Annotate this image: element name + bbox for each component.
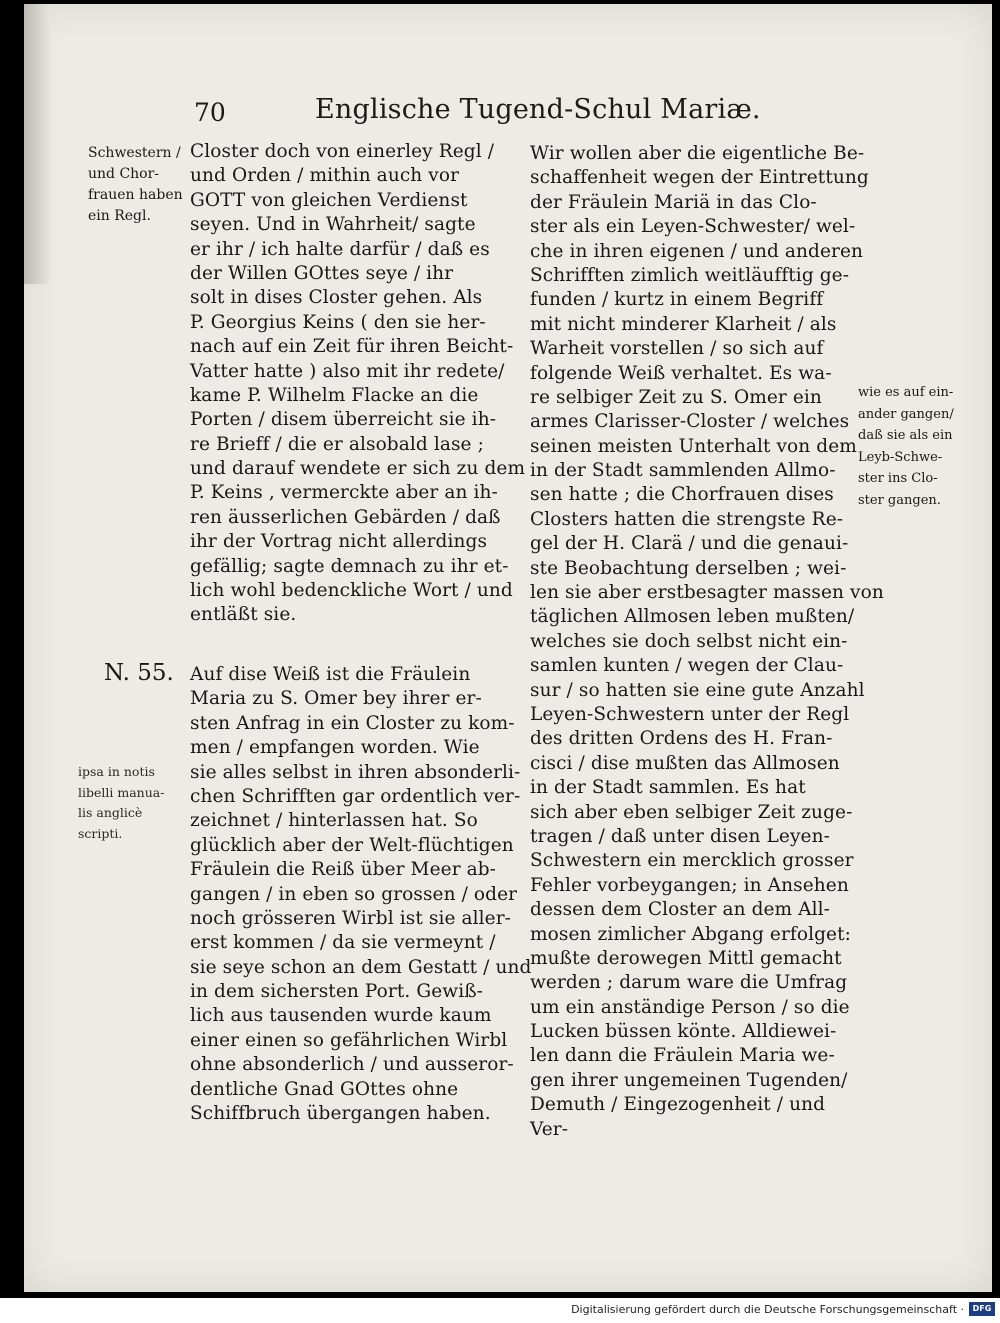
page-number: 70: [194, 98, 226, 127]
text-line: noch grösseren Wirbl ist sie aller-: [190, 907, 512, 929]
text-line: Wir wollen aber die eigentliche Be-: [530, 143, 865, 164]
text-line: Schwestern /: [88, 145, 181, 161]
text-line: der Fräulein Mariä in das Clo-: [530, 191, 817, 213]
text-line: werden ; darum ware die Umfrag: [530, 972, 848, 994]
text-line: schaffenheit wegen der Eintrettung: [530, 167, 869, 189]
text-line: Porten / disem überreicht sie ih-: [190, 409, 497, 431]
text-line: Leyen-Schwestern unter der Regl: [530, 703, 850, 725]
text-line: sie seye schon an dem Gestatt / und: [190, 956, 532, 978]
text-line: Vatter hatte ) also mit ihr redete/: [190, 360, 505, 382]
text-line: Schrifften zimlich weitläufftig ge-: [530, 264, 850, 286]
text-line: Auf dise Weiß ist die Fräulein: [190, 664, 471, 685]
text-line: samlen kunten / wegen der Clau-: [530, 655, 844, 677]
text-line: glücklich aber der Welt-flüchtigen: [190, 834, 514, 856]
section-number: N. 55.: [104, 660, 174, 686]
text-line: len sie aber erstbesagter massen von: [530, 582, 884, 604]
text-line: frauen haben: [88, 187, 183, 203]
text-line: lis anglicè: [78, 805, 143, 820]
text-line: und Chor-: [88, 166, 160, 182]
text-line: sich aber eben selbiger Zeit zuge-: [530, 801, 853, 823]
text-line: chen Schrifften gar ordentlich ver-: [190, 785, 521, 807]
running-title: Englische Tugend-Schul Mariæ.: [315, 94, 761, 125]
text-line: libelli manua-: [78, 784, 165, 800]
text-line: kame P. Wilhelm Flacke an die: [190, 384, 479, 406]
text-line: lich wohl bedenckliche Wort / und: [190, 580, 513, 602]
text-line: gen ihrer ungemeinen Tugenden/: [530, 1069, 848, 1091]
text-line: sur / so hatten sie eine gute Anzahl: [530, 679, 865, 701]
text-line: nach auf ein Zeit für ihren Beicht-: [190, 336, 514, 358]
margin-note-left-1: [88, 143, 183, 227]
text-line: Leyb-Schwe-: [858, 449, 943, 465]
text-line: Closter doch von einerley Regl /: [190, 141, 495, 162]
text-line: ipsa in notis: [78, 764, 155, 779]
text-line: sten Anfrag in ein Closter zu kom-: [190, 712, 515, 734]
text-line: gefällig; sagte demnach zu ihr et-: [190, 555, 509, 577]
page-header: [172, 92, 761, 132]
text-line: lich aus tausenden wurde kaum: [190, 1005, 492, 1027]
text-line: und darauf wendete er sich zu dem: [190, 458, 526, 480]
text-line: ster gangen.: [858, 492, 941, 508]
margin-note-left-2: [78, 762, 164, 844]
text-line: re selbiger Zeit zu S. Omer ein: [530, 386, 822, 408]
text-line: sie alles selbst in ihren absonderli-: [190, 761, 521, 783]
text-line: Schiffbruch übergangen haben.: [190, 1103, 491, 1125]
text-line: gel der H. Clarä / und die genaui-: [530, 533, 849, 555]
text-line: daß sie als ein: [858, 428, 953, 443]
footer-bar: [0, 1298, 1000, 1323]
text-line: funden / kurtz in einem Begriff: [530, 289, 824, 311]
text-line: in der Stadt sammlenden Allmo-: [530, 460, 836, 482]
text-line: Warheit vorstellen / so sich auf: [530, 338, 824, 360]
text-line: täglichen Allmosen leben mußten/: [530, 606, 855, 628]
text-line: seyen. Und in Wahrheit/ sagte: [190, 214, 476, 236]
text-line: zeichnet / hinterlassen hat. So: [190, 810, 478, 832]
funding-credit: Digitalisierung gefördert durch die Deutsche Forschungsgemeinschaft ·: [571, 1303, 964, 1316]
text-line: Demuth / Eingezogenheit / und: [530, 1094, 826, 1116]
text-line: welches sie doch selbst nicht ein-: [530, 630, 848, 652]
text-line: ihr der Vortrag nicht allerdings: [190, 531, 488, 553]
text-line: sen hatte ; die Chorfrauen dises: [530, 484, 834, 506]
text-line: mosen zimlicher Abgang erfolget:: [530, 923, 851, 945]
text-line: in dem sichersten Port. Gewiß-: [190, 981, 484, 1003]
left-column-paragraph-1: [190, 140, 526, 628]
text-line: Lucken büssen könte. Alldiewei-: [530, 1021, 837, 1043]
text-line: cisci / dise mußten das Allmosen: [530, 752, 840, 774]
text-line: seinen meisten Unterhalt von dem: [530, 435, 857, 457]
text-line: re Brieff / die er alsobald lase ;: [190, 433, 484, 455]
text-line: des dritten Ordens des H. Fran-: [530, 728, 833, 750]
text-line: entläßt sie.: [190, 604, 297, 626]
text-line: mit nicht minderer Klarheit / als: [530, 313, 837, 335]
text-line: P. Keins , vermerckte aber an ih-: [190, 482, 498, 504]
text-line: ander gangen/: [858, 406, 954, 422]
left-column-paragraph-2: [190, 663, 532, 1126]
text-line: in der Stadt sammlen. Es hat: [530, 777, 806, 799]
text-line: Ver-: [530, 1118, 569, 1140]
text-line: Schwestern ein mercklich grosser: [530, 850, 854, 872]
text-line: dentliche Gnad GOttes ohne: [190, 1078, 459, 1100]
dfg-logo-icon: DFG: [969, 1302, 995, 1316]
text-line: scripti.: [78, 825, 123, 841]
right-column: [530, 142, 884, 1142]
text-line: len dann die Fräulein Maria we-: [530, 1045, 835, 1067]
text-line: wie es auf ein-: [858, 385, 954, 400]
text-line: tragen / daß unter disen Leyen-: [530, 825, 830, 847]
text-line: che in ihren eigenen / und anderen: [530, 240, 864, 262]
text-line: gangen / in eben so grossen / oder: [190, 883, 518, 905]
text-line: folgende Weiß verhaltet. Es wa-: [530, 362, 832, 384]
text-line: ein Regl.: [88, 208, 151, 224]
text-line: einer einen so gefährlichen Wirbl: [190, 1029, 508, 1051]
text-line: um ein anständige Person / so die: [530, 996, 850, 1018]
margin-note-right: [858, 382, 954, 511]
text-line: ster ins Clo-: [858, 471, 938, 486]
text-line: er ihr / ich halte darfür / daß es: [190, 238, 490, 260]
text-line: ohne absonderlich / und ausseror-: [190, 1054, 514, 1076]
text-line: solt in dises Closter gehen. Als: [190, 287, 483, 309]
text-line: GOTT von gleichen Verdienst: [190, 189, 468, 211]
text-line: dessen dem Closter an dem All-: [530, 899, 831, 921]
text-line: Fräulein die Reiß über Meer ab-: [190, 859, 497, 881]
text-line: ster als ein Leyen-Schwester/ wel-: [530, 216, 856, 238]
text-line: armes Clarisser-Closter / welches: [530, 411, 850, 433]
text-line: P. Georgius Keins ( den sie her-: [190, 311, 486, 333]
text-line: Closters hatten die strengste Re-: [530, 508, 844, 530]
text-line: und Orden / mithin auch vor: [190, 165, 460, 187]
text-line: mußte derowegen Mittl gemacht: [530, 947, 842, 969]
previous-page-edge: [24, 4, 50, 284]
text-line: Maria zu S. Omer bey ihrer er-: [190, 688, 482, 710]
text-line: men / empfangen worden. Wie: [190, 737, 480, 759]
text-line: ste Beobachtung derselben ; wei-: [530, 557, 847, 579]
text-line: Fehler vorbeygangen; in Ansehen: [530, 874, 849, 896]
text-line: erst kommen / da sie vermeynt /: [190, 932, 496, 954]
text-line: ren äusserlichen Gebärden / daß: [190, 506, 501, 528]
text-line: der Willen GOttes seye / ihr: [190, 262, 454, 284]
